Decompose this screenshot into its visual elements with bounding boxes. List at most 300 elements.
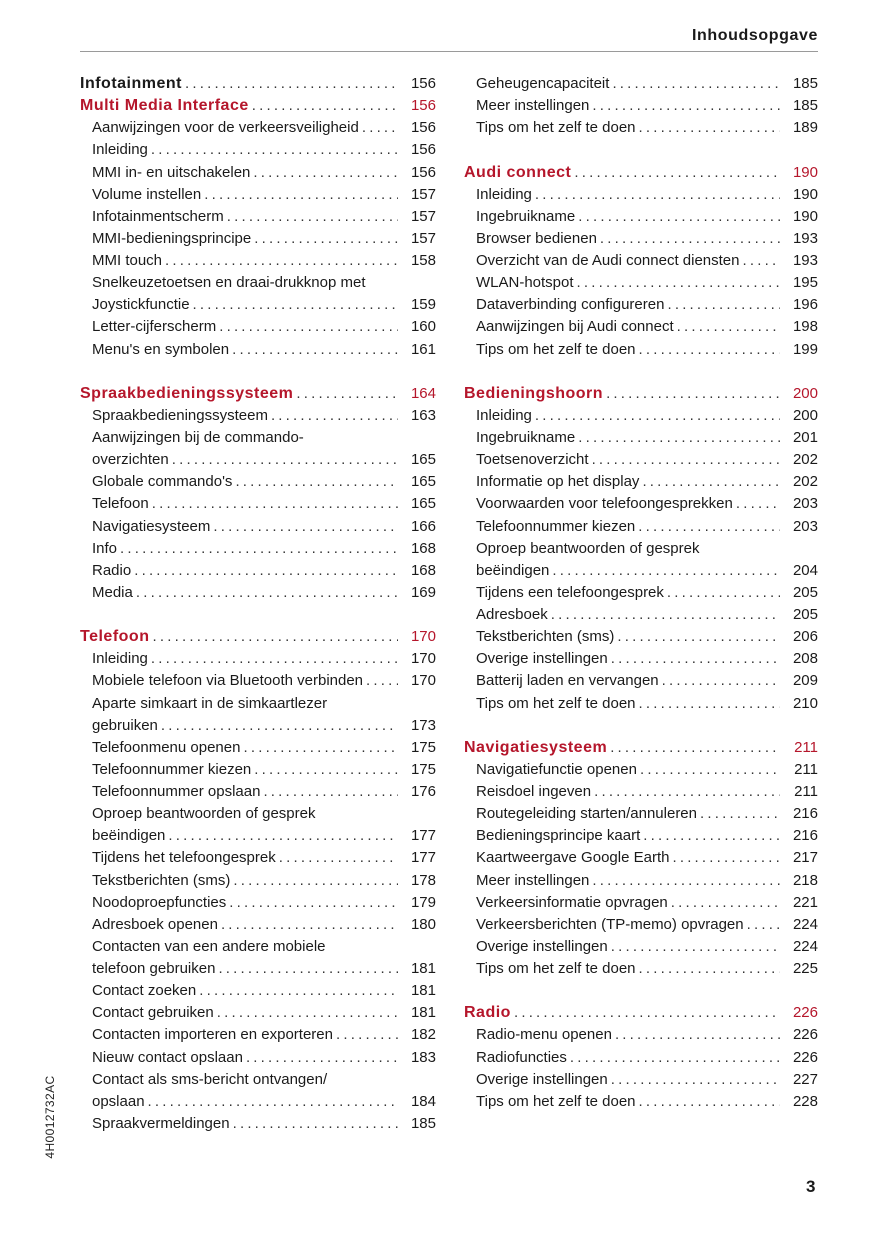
- toc-entry-title: WLAN-hotspot: [476, 274, 574, 292]
- toc-right-column: [464, 73, 818, 1113]
- toc-entry-item[interactable]: [464, 914, 818, 936]
- toc-entry-item[interactable]: [80, 781, 436, 803]
- toc-entry-item[interactable]: [80, 715, 436, 737]
- dot-leader: [589, 95, 780, 117]
- dot-leader: [571, 162, 780, 184]
- toc-entry-page: 217: [792, 849, 818, 867]
- dot-leader: [216, 316, 398, 338]
- toc-entry-item[interactable]: [464, 184, 818, 206]
- toc-entry-item[interactable]: [80, 648, 436, 670]
- dot-leader: [637, 759, 780, 781]
- toc-entry-item[interactable]: [464, 693, 818, 715]
- toc-entry-page: 161: [410, 340, 436, 358]
- dot-leader: [548, 604, 780, 626]
- toc-entry-item[interactable]: [80, 184, 436, 206]
- toc-entry-item[interactable]: [464, 449, 818, 471]
- dot-leader: [293, 383, 398, 405]
- toc-entry-title: Tekstberichten (sms): [476, 628, 615, 646]
- dot-leader: [131, 560, 398, 582]
- dot-leader: [162, 250, 398, 272]
- toc-entry-page: 156: [410, 141, 436, 159]
- document-code: 4H0012732AC: [43, 1075, 57, 1159]
- toc-entry-item[interactable]: [464, 781, 818, 803]
- toc-entry-item[interactable]: [464, 117, 818, 139]
- page-header-title: Inhoudsopgave: [691, 27, 818, 44]
- toc-entry-page: 211: [794, 760, 818, 778]
- toc-entry-section[interactable]: [464, 1002, 818, 1024]
- toc-entry-item[interactable]: [464, 847, 818, 869]
- dot-leader: [636, 1091, 780, 1113]
- toc-entry-item[interactable]: [464, 870, 818, 892]
- toc-entry-title: Letter-cijferscherm: [92, 318, 217, 336]
- toc-entry-title: Info: [92, 539, 118, 557]
- dot-leader: [636, 117, 780, 139]
- toc-entry-title: Navigatiesysteem: [92, 517, 211, 535]
- dot-leader: [148, 648, 398, 670]
- toc-entry-page: 205: [792, 606, 818, 623]
- toc-entry-item[interactable]: [464, 582, 818, 604]
- toc-entry-title: Meer instellingen: [476, 871, 590, 889]
- dot-leader: [575, 206, 780, 228]
- toc-entry-item[interactable]: [80, 228, 436, 250]
- toc-entry-page: 189: [792, 119, 818, 137]
- toc-entry-page: 227: [792, 1070, 818, 1088]
- spacer: [464, 980, 818, 1002]
- toc-entry-page: 205: [792, 583, 818, 601]
- dot-leader: [532, 184, 780, 206]
- page-number: 3: [806, 1177, 816, 1196]
- toc-entry-item[interactable]: [80, 759, 436, 781]
- dot-leader: [145, 1091, 398, 1113]
- spacer: [464, 139, 818, 161]
- toc-entry-item[interactable]: [464, 892, 818, 914]
- toc-entry-page: 200: [792, 384, 818, 402]
- toc-entry-page: 175: [410, 738, 436, 756]
- toc-entry-title: Voorwaarden voor telefoongesprekken: [476, 495, 733, 513]
- dot-leader: [567, 1047, 780, 1069]
- spacer: [80, 604, 436, 626]
- toc-entry-page: 211: [794, 783, 818, 800]
- toc-entry-page: 181: [410, 960, 436, 977]
- toc-entry-section[interactable]: [80, 383, 436, 405]
- toc-entry-item[interactable]: [464, 294, 818, 316]
- toc-entry-section[interactable]: [80, 95, 436, 117]
- toc-entry-title: Menu's en symbolen: [92, 340, 230, 358]
- toc-entry-title: Overige instellingen: [476, 1070, 608, 1088]
- toc-entry-item[interactable]: [464, 471, 818, 493]
- dot-leader: [243, 1047, 398, 1069]
- toc-entry-title: Bedieningsprincipe kaart: [476, 827, 641, 845]
- dot-leader: [218, 914, 398, 936]
- toc-entry-title: MMI in- en uitschakelen: [92, 163, 251, 181]
- toc-entry-wrap[interactable]: [80, 427, 436, 449]
- toc-entry-item[interactable]: [80, 1047, 436, 1069]
- toc-entry-item[interactable]: [464, 73, 818, 95]
- toc-entry-page: 175: [410, 760, 436, 778]
- toc-entry-page: 168: [410, 561, 436, 579]
- toc-entry-page: 169: [410, 583, 436, 601]
- toc-entry-title: Telefoon: [92, 495, 149, 513]
- toc-entry-page: 156: [410, 119, 436, 137]
- dot-leader: [733, 493, 780, 515]
- toc-entry-title: Telefoonnummer opslaan: [92, 783, 261, 800]
- toc-entry-page: 202: [792, 473, 818, 491]
- dot-leader: [149, 493, 398, 515]
- toc-entry-item[interactable]: [464, 1069, 818, 1091]
- toc-entry-page: 210: [792, 694, 818, 712]
- toc-entry-page: 185: [410, 1114, 436, 1132]
- toc-entry-page: 156: [410, 97, 436, 115]
- toc-entry-item[interactable]: [80, 892, 436, 914]
- toc-entry-item[interactable]: [464, 936, 818, 958]
- toc-entry-title: Radio: [464, 1004, 511, 1022]
- dot-leader: [609, 73, 780, 95]
- toc-entry-title: Adresboek openen: [92, 915, 218, 933]
- toc-entry-title: Overige instellingen: [476, 650, 608, 668]
- toc-entry-item[interactable]: [464, 228, 818, 250]
- toc-entry-page: 166: [410, 517, 436, 535]
- toc-entry-page: 209: [792, 672, 818, 690]
- toc-entry-title: Spraakbedieningssysteem: [80, 384, 294, 402]
- toc-entry-title: Contact zoeken: [92, 982, 197, 1000]
- dot-leader: [190, 294, 398, 316]
- toc-entry-item[interactable]: [464, 759, 818, 781]
- toc-entry-page: 177: [410, 849, 436, 867]
- toc-entry-title: gebruiken: [92, 716, 158, 734]
- dot-leader: [636, 339, 780, 361]
- toc-entry-page: 157: [410, 185, 436, 203]
- toc-entry-title: Inleiding: [476, 185, 532, 203]
- dot-leader: [575, 427, 780, 449]
- dot-leader: [215, 958, 398, 980]
- toc-entry-item[interactable]: [80, 339, 436, 361]
- dot-leader: [659, 670, 780, 692]
- dot-leader: [196, 980, 398, 1002]
- toc-entry-title: Inleiding: [92, 650, 148, 668]
- toc-entry-page: 165: [410, 451, 436, 469]
- toc-entry-title: Aanwijzingen bij Audi connect: [476, 318, 674, 336]
- dot-leader: [639, 471, 780, 493]
- toc-entry-title: Reisdoel ingeven: [476, 783, 592, 800]
- toc-entry-item[interactable]: [80, 516, 436, 538]
- toc-entry-item[interactable]: [80, 316, 436, 338]
- toc-entry-page: 190: [792, 207, 818, 225]
- toc-entry-item[interactable]: [464, 626, 818, 648]
- toc-entry-item[interactable]: [80, 294, 436, 316]
- toc-entry-title: Inleiding: [476, 406, 532, 424]
- toc-entry-title: Nieuw contact opslaan: [92, 1048, 243, 1066]
- toc-entry-item[interactable]: [464, 803, 818, 825]
- toc-entry-page: 158: [410, 252, 436, 269]
- toc-entry-page: 198: [792, 318, 818, 336]
- toc-entry-title: Verkeersberichten (TP-memo) opvragen: [476, 915, 744, 933]
- dot-leader: [664, 294, 780, 316]
- toc-entry-item[interactable]: [464, 250, 818, 272]
- toc-entry-item[interactable]: [464, 958, 818, 980]
- toc-entry-item[interactable]: [80, 958, 436, 980]
- toc-entry-page: 185: [792, 97, 818, 115]
- toc-entry-item[interactable]: [464, 604, 818, 626]
- dot-leader: [597, 228, 780, 250]
- toc-entry-title: Tijdens het telefoongesprek: [92, 849, 276, 867]
- header-divider: [80, 51, 818, 52]
- toc-entry-title: Meer instellingen: [476, 97, 590, 115]
- toc-entry-title: Tekstberichten (sms): [92, 871, 231, 889]
- toc-entry-wrap[interactable]: [80, 1069, 436, 1091]
- toc-entry-item[interactable]: [80, 560, 436, 582]
- toc-entry-item[interactable]: [464, 1091, 818, 1113]
- toc-entry-item[interactable]: [80, 1113, 436, 1135]
- dot-leader: [182, 73, 398, 95]
- toc-entry-title: Oproep beantwoorden of gesprek: [476, 539, 700, 557]
- toc-entry-page: 185: [792, 75, 818, 92]
- toc-entry-page: 193: [792, 252, 818, 269]
- toc-entry-page: 165: [410, 473, 436, 491]
- dot-leader: [158, 715, 398, 737]
- toc-entry-title: Aparte simkaart in de simkaartlezer: [92, 694, 328, 712]
- toc-entry-page: 224: [792, 915, 818, 933]
- spacer: [464, 715, 818, 737]
- toc-entry-wrap[interactable]: [80, 693, 436, 715]
- toc-entry-page: 156: [410, 163, 436, 181]
- toc-entry-page: 182: [410, 1026, 436, 1044]
- toc-entry-page: 170: [410, 650, 436, 668]
- dot-leader: [574, 272, 780, 294]
- toc-entry-item[interactable]: [80, 405, 436, 427]
- toc-entry-item[interactable]: [80, 471, 436, 493]
- dot-leader: [589, 870, 780, 892]
- toc-entry-title: Radio: [92, 561, 132, 579]
- dot-leader: [249, 95, 398, 117]
- toc-entry-page: 178: [410, 871, 436, 889]
- toc-entry-chapter[interactable]: [80, 73, 436, 95]
- toc-entry-item[interactable]: [80, 162, 436, 184]
- toc-entry-page: 180: [410, 915, 436, 933]
- toc-entry-title: Spraakvermeldingen: [92, 1114, 230, 1132]
- toc-entry-title: Tips om het zelf te doen: [476, 694, 636, 712]
- toc-entry-title: MMI touch: [92, 252, 163, 269]
- toc-entry-title: Telefoonmenu openen: [92, 738, 241, 756]
- toc-entry-item[interactable]: [80, 847, 436, 869]
- toc-entry-item[interactable]: [80, 914, 436, 936]
- dot-leader: [591, 781, 780, 803]
- toc-entry-item[interactable]: [80, 737, 436, 759]
- toc-entry-title: Overzicht van de Audi connect diensten: [476, 252, 740, 269]
- toc-entry-title: Informatie op het display: [476, 473, 640, 491]
- dot-leader: [230, 870, 398, 892]
- toc-entry-item[interactable]: [80, 139, 436, 161]
- toc-entry-item[interactable]: [80, 870, 436, 892]
- toc-entry-page: 203: [792, 517, 818, 535]
- toc-entry-page: 164: [410, 384, 436, 402]
- toc-entry-page: 201: [792, 429, 818, 446]
- dot-leader: [607, 737, 780, 759]
- toc-entry-title: beëindigen: [92, 827, 166, 845]
- toc-entry-wrap[interactable]: [80, 936, 436, 958]
- toc-entry-item[interactable]: [80, 206, 436, 228]
- toc-entry-title: Tips om het zelf te doen: [476, 1092, 636, 1110]
- toc-entry-item[interactable]: [464, 825, 818, 847]
- dot-leader: [640, 825, 780, 847]
- toc-entry-page: 181: [410, 1004, 436, 1022]
- spacer: [464, 361, 818, 383]
- toc-entry-wrap[interactable]: [80, 272, 436, 294]
- toc-entry-item[interactable]: [464, 339, 818, 361]
- toc-entry-page: 168: [410, 539, 436, 557]
- toc-entry-title: Globale commando's: [92, 473, 233, 491]
- toc-entry-item[interactable]: [80, 493, 436, 515]
- toc-entry-title: Aanwijzingen bij de commando-: [92, 429, 304, 446]
- toc-entry-item[interactable]: [80, 117, 436, 139]
- toc-entry-section[interactable]: [464, 162, 818, 184]
- toc-entry-page: 226: [792, 1048, 818, 1066]
- dot-leader: [664, 582, 780, 604]
- toc-entry-title: Telefoonnummer kiezen: [92, 760, 252, 778]
- dot-leader: [251, 759, 398, 781]
- toc-entry-page: 224: [792, 937, 818, 955]
- toc-entry-title: Joystickfunctie: [92, 296, 190, 314]
- toc-entry-item[interactable]: [80, 670, 436, 692]
- toc-entry-item[interactable]: [80, 980, 436, 1002]
- toc-entry-page: 181: [410, 982, 436, 1000]
- toc-entry-section[interactable]: [464, 737, 818, 759]
- dot-leader: [210, 516, 398, 538]
- toc-entry-section[interactable]: [464, 383, 818, 405]
- toc-entry-item[interactable]: [464, 95, 818, 117]
- toc-entry-item[interactable]: [80, 250, 436, 272]
- toc-entry-wrap[interactable]: [464, 538, 818, 560]
- dot-leader: [226, 892, 398, 914]
- dot-leader: [148, 139, 398, 161]
- toc-entry-page: 163: [410, 406, 436, 424]
- toc-entry-title: Infotainmentscherm: [92, 207, 224, 225]
- toc-entry-page: 165: [410, 495, 436, 513]
- dot-leader: [230, 1113, 398, 1135]
- toc-entry-page: 204: [792, 561, 818, 579]
- toc-entry-page: 193: [792, 229, 818, 247]
- toc-entry-item[interactable]: [464, 206, 818, 228]
- toc-entry-title: Telefoon: [80, 628, 150, 646]
- toc-entry-title: Batterij laden en vervangen: [476, 672, 659, 690]
- toc-entry-title: opslaan: [92, 1092, 145, 1110]
- toc-entry-item[interactable]: [464, 1024, 818, 1046]
- toc-entry-title: beëindigen: [476, 561, 550, 579]
- toc-entry-page: 202: [792, 451, 818, 469]
- toc-entry-item[interactable]: [464, 670, 818, 692]
- toc-entry-item[interactable]: [80, 538, 436, 560]
- toc-entry-item[interactable]: [464, 648, 818, 670]
- toc-entry-page: 184: [410, 1092, 436, 1110]
- dot-leader: [240, 737, 398, 759]
- toc-entry-title: Contact gebruiken: [92, 1004, 214, 1022]
- toc-entry-item[interactable]: [80, 825, 436, 847]
- spacer: [80, 361, 436, 383]
- toc-entry-page: 190: [792, 163, 818, 181]
- toc-entry-title: Tips om het zelf te doen: [476, 960, 636, 977]
- toc-entry-title: overzichten: [92, 451, 169, 469]
- dot-leader: [549, 560, 780, 582]
- toc-entry-title: Oproep beantwoorden of gesprek: [92, 805, 316, 823]
- toc-entry-page: 156: [410, 75, 436, 92]
- toc-entry-item[interactable]: [464, 1047, 818, 1069]
- dot-leader: [149, 626, 398, 648]
- dot-leader: [635, 516, 780, 538]
- dot-leader: [268, 405, 398, 427]
- dot-leader: [251, 228, 398, 250]
- toc-entry-page: 157: [410, 207, 436, 225]
- toc-entry-item[interactable]: [464, 493, 818, 515]
- dot-leader: [608, 648, 780, 670]
- toc-entry-title: Verkeersinformatie opvragen: [476, 893, 668, 911]
- toc-entry-title: Spraakbedieningssysteem: [92, 406, 268, 424]
- toc-entry-item[interactable]: [464, 516, 818, 538]
- toc-entry-page: 225: [792, 960, 818, 977]
- toc-entry-title: Telefoonnummer kiezen: [476, 517, 636, 535]
- toc-entry-item[interactable]: [80, 1002, 436, 1024]
- toc-entry-page: 177: [410, 827, 436, 845]
- toc-entry-page: 226: [792, 1004, 818, 1022]
- toc-entry-page: 208: [792, 650, 818, 668]
- dot-leader: [608, 936, 780, 958]
- dot-leader: [608, 1069, 780, 1091]
- toc-entry-title: Tijdens een telefoongesprek: [476, 583, 664, 601]
- toc-entry-title: Routegeleiding starten/annuleren: [476, 805, 697, 823]
- toc-entry-title: Geheugencapaciteit: [476, 75, 610, 92]
- toc-entry-title: Media: [92, 583, 133, 601]
- dot-leader: [133, 582, 398, 604]
- dot-leader: [276, 847, 398, 869]
- toc-entry-title: Bedieningshoorn: [464, 384, 604, 402]
- dot-leader: [636, 958, 780, 980]
- dot-leader: [165, 825, 398, 847]
- toc-entry-page: 170: [410, 628, 436, 646]
- toc-entry-title: Toetsenoverzicht: [476, 451, 589, 469]
- toc-entry-item[interactable]: [464, 272, 818, 294]
- toc-entry-item[interactable]: [464, 316, 818, 338]
- toc-entry-item[interactable]: [464, 405, 818, 427]
- toc-entry-title: Browser bedienen: [476, 229, 597, 247]
- toc-entry-page: 183: [410, 1048, 436, 1066]
- toc-left-column: [80, 73, 436, 1135]
- toc-entry-item[interactable]: [80, 1024, 436, 1046]
- toc-entry-item[interactable]: [80, 582, 436, 604]
- toc-entry-page: 226: [792, 1026, 818, 1044]
- toc-entry-title: Multi Media Interface: [80, 97, 249, 115]
- toc-entry-page: 218: [792, 871, 818, 889]
- toc-entry-item[interactable]: [464, 427, 818, 449]
- dot-leader: [333, 1024, 398, 1046]
- toc-entry-section[interactable]: [80, 626, 436, 648]
- toc-entry-title: Inleiding: [92, 141, 148, 159]
- toc-entry-title: Dataverbinding configureren: [476, 296, 665, 314]
- dot-leader: [511, 1002, 780, 1024]
- dot-leader: [229, 339, 398, 361]
- toc-entry-page: 173: [410, 716, 436, 734]
- dot-leader: [232, 471, 398, 493]
- toc-entry-item[interactable]: [80, 449, 436, 471]
- toc-entry-item[interactable]: [464, 560, 818, 582]
- toc-entry-page: 176: [410, 783, 436, 800]
- toc-entry-page: 170: [410, 672, 436, 690]
- toc-entry-title: Contact als sms-bericht ontvangen/: [92, 1070, 328, 1088]
- toc-entry-wrap[interactable]: [80, 803, 436, 825]
- toc-entry-title: telefoon gebruiken: [92, 960, 216, 977]
- toc-entry-title: Adresboek: [476, 606, 548, 623]
- dot-leader: [363, 670, 398, 692]
- toc-entry-item[interactable]: [80, 1091, 436, 1113]
- dot-leader: [603, 383, 780, 405]
- toc-entry-page: 160: [410, 318, 436, 336]
